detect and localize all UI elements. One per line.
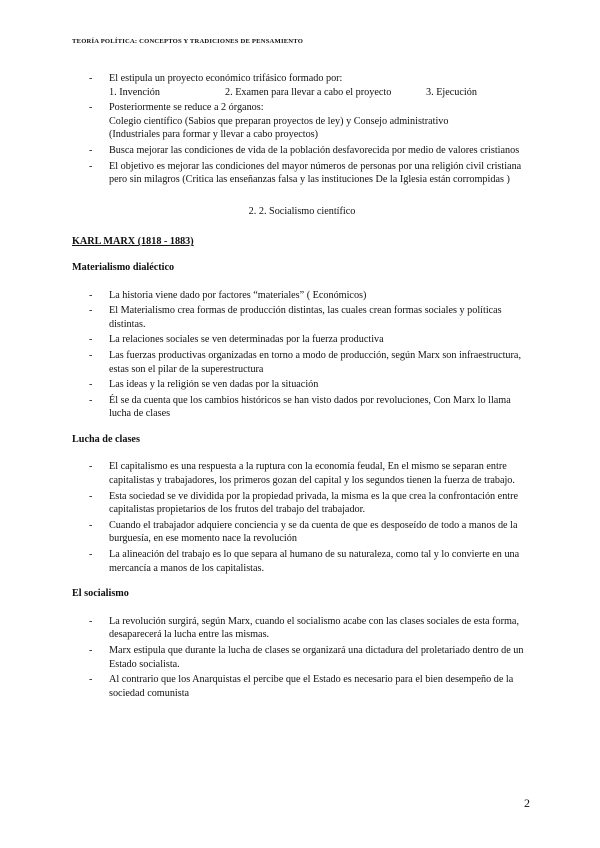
subheading-lucha: Lucha de clases	[72, 433, 140, 445]
list-item: - El objetivo es mejorar las condiciones del mayor números de personas por una religión civil cristiana pero sin milagros (Critica las enseñanzas falsa y las instituciones De la Iglesia están corrompidas )	[72, 160, 532, 187]
list-item	[72, 101, 532, 142]
materialismo-list	[72, 289, 532, 421]
list-item: - La relaciones sociales se ven determinadas por la fuerza productiva	[72, 333, 532, 347]
page-number: 2	[524, 796, 530, 810]
phase-item: 2. Examen para llevar a cabo el proyecto	[225, 86, 392, 98]
list-item: - Busca mejorar las condiciones de vida de la población desfavorecida por medio de valores cristianos	[72, 144, 532, 158]
list-item: - Las ideas y la religión se ven dadas por la situación	[72, 378, 532, 392]
phase-item: 1. Invención	[109, 86, 160, 98]
lucha-list	[72, 460, 532, 575]
intro-list	[72, 72, 532, 187]
list-item: - Al contrario que los Anarquistas el percibe que el Estado es necesario para el bien desempeño de la sociedad comunista	[72, 673, 532, 700]
phase-item: 3. Ejecución	[426, 86, 477, 98]
list-item: - El capitalismo es una respuesta a la ruptura con la economía feudal, En el mismo se separan entre capitalistas y trabajadores, los primeros gozan del capital y los segundos tienen la fuerza de trabajo.	[72, 460, 532, 487]
socialismo-list	[72, 615, 532, 701]
list-item: - La revolución surgirá, según Marx, cuando el socialismo acabe con las clases sociales de esta forma, desaparecerá la lucha entre las mismas.	[72, 615, 532, 642]
list-item: - Esta sociedad se ve dividida por la propiedad privada, la misma es la que crea la confrontación entre capitalistas propietarios de los frutos del trabajo del trabajador.	[72, 490, 532, 517]
main-heading: KARL MARX (1818 - 1883)	[72, 236, 194, 248]
list-item: - Marx estipula que durante la lucha de clases se organizará una dictadura del proletariado dentro de un Estado socialista.	[72, 644, 532, 671]
section-title: 2. 2. Socialismo científico	[248, 205, 356, 217]
list-item: - El Materialismo crea formas de producción distintas, las cuales crean formas sociales y políticas distintas.	[72, 304, 532, 331]
list-item: - Cuando el trabajador adquiere conciencia y se da cuenta de que es desposeído de todo a manos de la burguesía, en ese momento nace la revolución	[72, 519, 532, 546]
phase-list	[109, 86, 532, 100]
list-item: - La alineación del trabajo es lo que separa al humano de su naturaleza, como tal y lo convierte en una mercancía a manos de los capitalistas.	[72, 548, 532, 575]
list-item: - Las fuerzas productivas organizadas en torno a modo de producción, según Marx son infraestructura, estas son el pilar de la superestructura	[72, 349, 532, 376]
list-item-text: Colegio científico (Sabios que preparan proyectos de ley) y Consejo administrativo	[109, 115, 449, 127]
page-content	[72, 72, 532, 702]
list-item-text: (Industriales para formar y llevar a cabo proyectos)	[109, 129, 319, 141]
list-item: - La historia viene dado por factores “materiales” ( Económicos)	[72, 289, 532, 303]
list-item-text: - Posteriormente se reduce a 2 órganos:	[109, 102, 264, 114]
subheading-materialismo: Materialismo dialéctico	[72, 261, 175, 273]
running-header: TEORÍA POLÍTICA: CONCEPTOS Y TRADICIONES DE PENSAMIENTO	[72, 38, 304, 45]
subheading-socialismo: El socialismo	[72, 588, 129, 600]
list-item: - Él se da cuenta que los cambios históricos se han visto dados por revoluciones, Con Marx lo llama lucha de clases	[72, 394, 532, 421]
list-item	[72, 72, 532, 99]
list-item-text: - El estipula un proyecto económico trifásico formado por:	[109, 73, 343, 84]
